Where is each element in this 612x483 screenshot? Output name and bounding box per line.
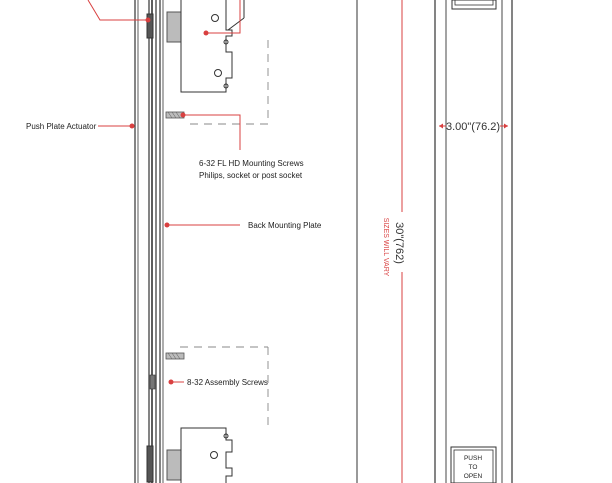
label-mounting-screws-detail: Philips, socket or post socket <box>199 171 303 180</box>
plate-label-open: OPEN <box>463 473 483 480</box>
callout-dots <box>130 18 209 385</box>
sizes-will-vary-note: SIZES WILL VARY <box>382 217 389 277</box>
push-to-open-plate <box>451 447 496 483</box>
front-view-plate <box>435 0 512 483</box>
height-dimension <box>382 0 405 483</box>
height-dimension-label: 30"(762) <box>393 222 405 264</box>
top-bracket <box>147 0 244 92</box>
width-dimension-label: 3.00"(76.2) <box>445 121 501 133</box>
plate-label-to: TO <box>468 464 478 471</box>
callout-leaders <box>88 0 240 382</box>
label-assembly-screws: 8-32 Assembly Screws <box>187 378 268 387</box>
assembly-screw-lower <box>150 353 184 389</box>
plate-label-push: PUSH <box>463 455 483 462</box>
label-push-plate-actuator: Push Plate Actuator <box>26 122 97 131</box>
width-dimension <box>439 121 508 133</box>
label-back-mounting-plate: Back Mounting Plate <box>248 221 322 230</box>
dashed-reference-lines <box>180 40 270 430</box>
side-profile-view <box>135 0 163 483</box>
label-mounting-screws: 6-32 FL HD Mounting Screws <box>199 159 304 168</box>
